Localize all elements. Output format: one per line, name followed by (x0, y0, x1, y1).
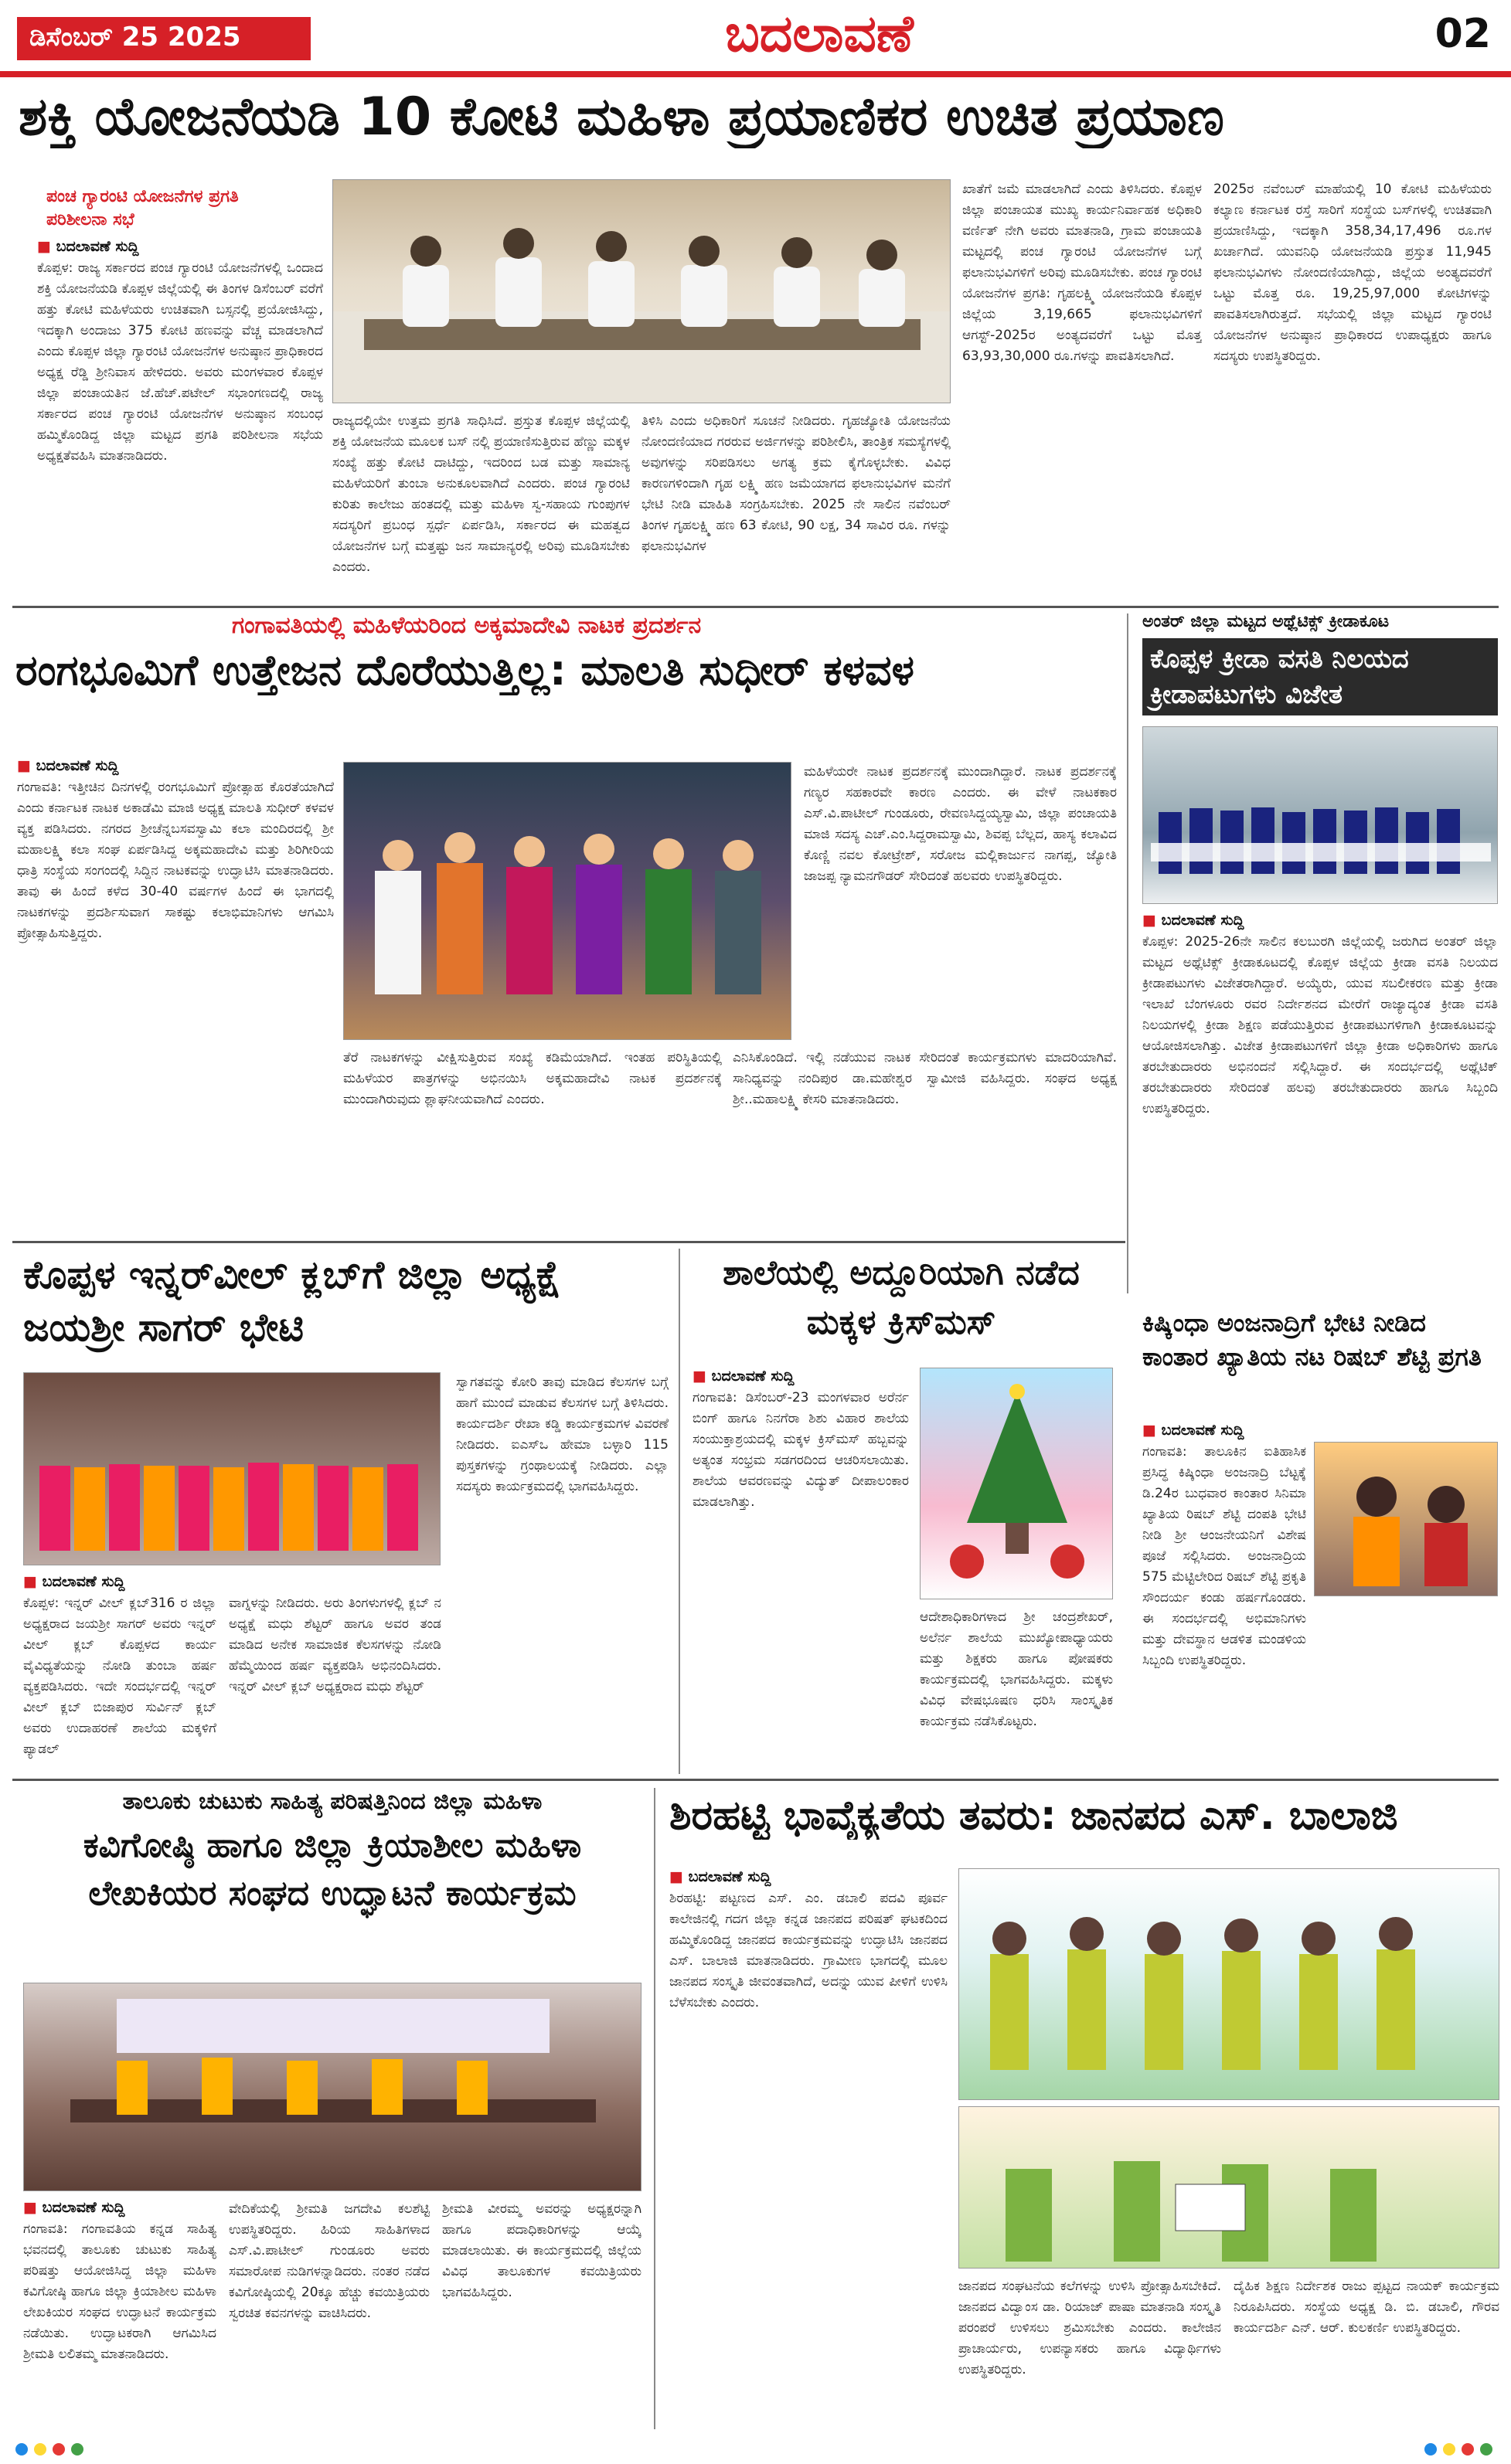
story8-col3: ದೈಹಿಕ ಶಿಕ್ಷಣ ನಿರ್ದೇಶಕ ರಾಜು ಪ್ಪಟ್ಟದ ನಾಯಕ್ ಕಾರ್ಯಕ್ರಮ ನಿರೂಪಿಸಿದರು. ಸಂಸ್ಥೆಯ ಅಧ್ಯಕ್ಷ ಡಿ. ಬಿ. ಡಬಾಲಿ, ಗೌರವ ಕಾರ್ಯದರ್ಶಿ ಎನ್. ಆರ್. ಕುಲಕರ್ಣಿ ಉಪಸ್ಥಿತರಿದ್ದರು. (1234, 2279, 1499, 2336)
story1-meeting-photo (332, 179, 951, 403)
story7-col2: ವೇದಿಕೆಯಲ್ಲಿ ಶ್ರೀಮತಿ ಜಗದೇವಿ ಕಲಶೆಟ್ಟಿ ಉಪಸ್ಥಿತರಿದ್ದರು. ಹಿರಿಯ ಸಾಹಿತಿಗಳಾದ ಎಸ್.ವಿ.ಪಾಟೀಲ್ ಗುಂಡೂರು ಅವರು ಸಮಾರೋಪ ನುಡಿಗಳನ್ನಾಡಿದರು. ನಂತರ ನಡೆದ ಕವಿಗೋಷ್ಠಿಯಲ್ಲಿ 20ಕ್ಕೂ ಹೆಚ್ಚು ಕವಯಿತ್ರಿಯರು ಸ್ವರಚಿತ ಕವನಗಳನ್ನು ವಾಚಿಸಿದರು. (229, 2201, 430, 2321)
story6-headline: ಕಿಷ್ಕಿಂಧಾ ಅಂಜನಾದ್ರಿಗೆ ಭೇಟಿ ನೀಡಿದ ಕಾಂತಾರ ಖ್ಯಾತಿಯ ನಟ ರಿಷಬ್ ಶೆಟ್ಟಿ ಪ್ರಗತಿ (1142, 1308, 1482, 1371)
temple-illustration (1315, 1443, 1498, 1596)
footer-dot (15, 2443, 28, 2456)
story8-byline: ■ ಬದಲಾವಣೆ ಸುದ್ದಿ (669, 1868, 771, 1885)
story3-byline: ■ ಬದಲಾವಣೆ ಸುದ್ದಿ (1142, 912, 1244, 929)
story5-christmas-photo (920, 1368, 1113, 1599)
story5-byline: ■ ಬದಲಾವಣೆ ಸುದ್ದಿ (693, 1368, 795, 1385)
footer-dot (53, 2443, 65, 2456)
story3-headline: ಕೊಪ್ಪಳ ಕ್ರೀಡಾ ವಸತಿ ನಿಲಯದ ಕ್ರೀಡಾಪಟುಗಳು ವಿಜೇತ (1142, 638, 1498, 715)
footer-dot (1443, 2443, 1455, 2456)
folk-group-illustration (959, 1869, 1499, 2100)
story6-actor-photo (1314, 1442, 1498, 1596)
story4-headline: ಕೊಪ್ಪಳ ಇನ್ನರ್‌ವೀಲ್ ಕ್ಲಬ್‌ಗೆ ಜಿಲ್ಲಾ ಅಧ್ಯಕ್ಷೆ ಜಯಶ್ರೀ ಸಾಗರ್ ಭೇಟಿ (23, 1252, 561, 1350)
story1-headline: ಶಕ್ತಿ ಯೋಜನೆಯಡಿ 10 ಕೋಟಿ ಮಹಿಳಾ ಪ್ರಯಾಣಿಕರ ಉಚಿತ ಪ್ರಯಾಣ (19, 87, 1224, 148)
story2-headline: ರಂಗಭೂಮಿಗೆ ಉತ್ತೇಜನ ದೊರೆಯುತ್ತಿಲ್ಲ: ಮಾಲತಿ ಸುಧೀರ್ ಕಳವಳ (15, 646, 914, 695)
story2-kicker: ಗಂಗಾವತಿಯಲ್ಲಿ ಮಹಿಳೆಯರಿಂದ ಅಕ್ಕಮಾದೇವಿ ನಾಟಕ ಪ್ರದರ್ಶನ (232, 612, 702, 639)
story8-group-photo (958, 1868, 1499, 2100)
story7-kicker: ತಾಲೂಕು ಚುಟುಕು ಸಾಹಿತ್ಯ ಪರಿಷತ್ತಿನಿಂದ ಜಿಲ್ಲಾ ಮಹಿಳಾ (122, 1788, 543, 1815)
story8-col2: ಜಾನಪದ ಸಂಘಟನೆಯ ಕಲೆಗಳನ್ನು ಉಳಿಸಿ ಪ್ರೋತ್ಸಾಹಿಸಬೇಕಿದೆ. ಜಾನಪದ ವಿದ್ವಾಂಸ ಡಾ. ರಿಯಾಜ್ ಪಾಷಾ ಮಾತನಾಡಿ ಸಂಸ್ಕೃತಿ ಪರಂಪರೆ ಉಳಿಸಲು ಶ್ರಮಿಸಬೇಕು ಎಂದರು. ಕಾಲೇಜಿನ ಪ್ರಾಚಾರ್ಯರು, ಉಪನ್ಯಾಸಕರು ಹಾಗೂ ವಿದ್ಯಾರ್ಥಿಗಳು ಉಪಸ್ಥಿತರಿದ್ದರು. (958, 2279, 1221, 2377)
story3-athletes-photo (1142, 726, 1498, 904)
issue-date: ಡಿಸೆಂಬರ್ 25 2025 (17, 17, 311, 60)
story5-col1: ಗಂಗಾವತಿ: ಡಿಸೆಂಬರ್-23 ಮಂಗಳವಾರ ಅರೆರ್ನ ಬಿಂಗ್ ಹಾಗೂ ನಿನಗೆರಾ ಶಿಶು ವಿಹಾರ ಶಾಲೆಯ ಸಂಯುಕ್ತಾಶ್ರಯದಲ್ಲಿ ಮಕ್ಕಳ ಕ್ರಿಸ್‌ಮಸ್ ಹಬ್ಬವನ್ನು ಅತ್ಯಂತ ಸಂಭ್ರಮ ಸಡಗರದಿಂದ ಆಚರಿಸಲಾಯಿತು. ಶಾಲೆಯ ಆವರಣವನ್ನು ವಿದ್ಯುತ್ ದೀಪಾಲಂಕಾರ ಮಾಡಲಾಗಿತ್ತು. (693, 1390, 909, 1510)
newspaper-name: ಬದಲಾವಣೆ (725, 3, 914, 63)
footer-dot (1424, 2443, 1437, 2456)
story2-col4: ಎನಿಸಿಕೊಂಡಿದೆ. ಇಲ್ಲಿ ನಡೆಯುವ ನಾಟಕ ಸೇರಿದಂತೆ ಕಾರ್ಯಕ್ರಮಗಳು ಮಾದರಿಯಾಗಿವೆ. ಸಾನಿಧ್ಯವನ್ನು ನಂದಿಪುರ ಡಾ.ಮಹೇಶ್ವರ ಸ್ವಾಮೀಜಿ ವಹಿಸಿದ್ದರು. ಸಂಘದ ಅಧ್ಯಕ್ಷ ಶ್ರೀ..ಮಹಾಲಕ್ಷ್ಮಿ ಕೇಸರಿ ಮಾತನಾಡಿದರು. (733, 1050, 1117, 1107)
story2-col2: ಮಹಿಳೆಯರೇ ನಾಟಕ ಪ್ರದರ್ಶನಕ್ಕೆ ಮುಂದಾಗಿದ್ದಾರೆ. ನಾಟಕ ಪ್ರದರ್ಶನಕ್ಕೆ ಗಣ್ಯರ ಸಹಕಾರವೇ ಕಾರಣ ಎಂದರು. ಈ ವೇಳೆ ನಾಟಕಕಾರ ಎಸ್.ವಿ.ಪಾಟೀಲ್ ಗುಂಡೂರು, ರೇವಣಸಿದ್ದಯ್ಯಸ್ವಾಮಿ, ಜಿಲ್ಲಾ ಪಂಚಾಯತಿ ಮಾಜಿ ಸದಸ್ಯ ಎಚ್.ಎಂ.ಸಿದ್ದರಾಮಸ್ವಾಮಿ, ಶಿವಪ್ಪ ಬೆಲ್ಲದ, ಹಾಸ್ಯ ಕಲಾವಿದ ಕೊಣ್ಣಿ ನವಲ ಕೋಟ್ರೇಶ್, ಸರೋಜ ಮಲ್ಲಿಕಾರ್ಜುನ ನಾಗಪ್ಪ, ಜ್ಯೋತಿ ಜಾಜಪ್ಪ ನ್ಯಾಮನಗೌಡರ್ ಸೇರಿದಂತೆ ಹಲವರು ಉಪಸ್ಥಿತರಿದ್ದರು. (804, 764, 1117, 884)
section-divider-1 (12, 606, 1499, 608)
story4-col2: ವಾಗ್ನಳನ್ನು ನೀಡಿದರು. ಅರು ತಿಂಗಳುಗಳಲ್ಲಿ ಕ್ಲಬ್ ನ ಅಧ್ಯಕ್ಷೆ ಮಧು ಶೆಟ್ಟರ್ ಹಾಗೂ ಅವರ ತಂಡ ಮಾಡಿದ ಅನೇಕ ಸಾಮಾಜಿಕ ಕೆಲಸಗಳನ್ನು ನೋಡಿ ಹೆಮ್ಮೆಯಿಂದ ಹರ್ಷ ವ್ಯಕ್ತಪಡಿಸಿ ಅಭಿನಂದಿಸಿದರು. ಇನ್ನರ್ ವೀಲ್ ಕ್ಲಬ್ ಅಧ್ಯಕ್ಷರಾದ ಮಧು ಶೆಟ್ಟರ್ (229, 1596, 441, 1694)
story3-body: ಕೊಪ್ಪಳ: 2025-26ನೇ ಸಾಲಿನ ಕಲಬುರಗಿ ಜಿಲ್ಲೆಯಲ್ಲಿ ಜರುಗಿದ ಅಂತರ್ ಜಿಲ್ಲಾ ಮಟ್ಟದ ಅಥ್ಲೆಟಿಕ್ಸ್ ಕ್ರೀಡಾಕೂಟದಲ್ಲಿ ಕೊಪ್ಪಳ ಜಿಲ್ಲೆಯ ಕ್ರೀಡಾ ವಸತಿ ನಿಲಯದ ಕ್ರೀಡಾಪಟುಗಳು ವಿಜೇತರಾಗಿದ್ದಾರೆ. ಅಯ್ಯೆರು, ಯುವ ಸಬಲೀಕರಣ ಮತ್ತು ಕ್ರೀಡಾ ಇಲಾಖೆ ಬೆಂಗಳೂರು ರವರ ನಿರ್ದೇಶನದ ಮೇರೆಗೆ ರಾಜ್ಯಾದ್ಯಂತ ಕ್ರೀಡಾ ವಸತಿ ನಿಲಯಗಳಲ್ಲಿ ಕ್ರೀಡಾ ಶಿಕ್ಷಣ ಪಡೆಯುತ್ತಿರುವ ಕ್ರೀಡಾಪಟುಗಳಿಗಾಗಿ ಕ್ರೀಡಾಕೂಟವನ್ನು ಆಯೋಜಿಸಲಾಗಿತ್ತು. ವಿಜೇತ ಕ್ರೀಡಾಪಟುಗಳಿಗೆ ಜಿಲ್ಲಾ ಕ್ರೀಡಾ ಅಧಿಕಾರಿಗಳು ಹಾಗೂ ತರಬೇತುದಾರರು ಅಭಿನಂದನೆ ಸಲ್ಲಿಸಿದ್ದಾರೆ. ಈ ಸಂದರ್ಭದಲ್ಲಿ ಅಥ್ಲೆಟಿಕ್ ತರಬೇತುದಾರರು ಸೇರಿದಂತೆ ಹಲವು ತರಬೇತುದಾರರು ಹಾಗೂ ಸಿಬ್ಬಂದಿ ಉಪಸ್ಥಿತರಿದ್ದರು. (1142, 934, 1498, 1116)
masthead-rule (0, 71, 1511, 77)
section-divider-2 (12, 1241, 1125, 1243)
column-divider-1 (1127, 613, 1128, 1293)
page-number: 02 (1434, 11, 1491, 57)
story6-body: ಗಂಗಾವತಿ: ತಾಲೂಕಿನ ಐತಿಹಾಸಿಕ ಪ್ರಸಿದ್ಧ ಕಿಷ್ಕಿಂಧಾ ಅಂಜನಾದ್ರಿ ಬೆಟ್ಟಕ್ಕೆ ಡಿ.24ರ ಬುಧವಾರ ಕಾಂತಾರ ಸಿನಿಮಾ ಖ್ಯಾತಿಯ ರಿಷಬ್ ಶೆಟ್ಟಿ ದಂಪತಿ ಭೇಟಿ ನೀಡಿ ಶ್ರೀ ಆಂಜನೇಯನಿಗೆ ವಿಶೇಷ ಪೂಜೆ ಸಲ್ಲಿಸಿದರು. ಅಂಜನಾದ್ರಿಯ 575 ಮೆಟ್ಟಿಲೇರಿದ ರಿಷಬ್ ಶೆಟ್ಟಿ ಪ್ರಕೃತಿ ಸೌಂದರ್ಯ ಕಂಡು ಹರ್ಷಗೊಂಡರು. ಈ ಸಂದರ್ಭದಲ್ಲಿ ಅಭಿಮಾನಿಗಳು ಮತ್ತು ದೇವಸ್ಥಾನ ಆಡಳಿತ ಮಂಡಳಿಯ ಸಿಬ್ಬಂದಿ ಉಪಸ್ಥಿತರಿದ್ದರು. (1142, 1444, 1306, 1668)
story1-col3: ತಿಳಿಸಿ ಎಂದು ಅಧಿಕಾರಿಗೆ ಸೂಚನೆ ನೀಡಿದರು. ಗೃಹಜ್ಯೋತಿ ಯೋಜನೆಯ ನೋಂದಣಿಯಾದ ಗರರುವ ಅರ್ಜಿಗಳನ್ನು ಪರಿಶೀಲಿಸಿ, ತಾಂತ್ರಿಕ ಸಮಸ್ಯೆಗಳಲ್ಲಿ ಅವುಗಳನ್ನು ಸರಿಪಡಿಸಲು ಅಗತ್ಯ ಕ್ರಮ ಕೈಗೊಳ್ಳಬೇಕು. ವಿವಿಧ ಕಾರಣಗಳಿಂದಾಗಿ ಗೃಹ ಲಕ್ಷ್ಮಿ ಹಣ ಜಮೆಯಾಗದ ಫಲಾನುಭವಿಗಳ ಮನೆಗೆ ಭೇಟಿ ನೀಡಿ ಮಾಹಿತಿ ಸಂಗ್ರಹಿಸಬೇಕು. 2025 ನೇ ಸಾಲಿನ ನವೆಂಬರ್ ತಿಂಗಳ ಗೃಹಲಕ್ಷ್ಮಿ ಹಣ 63 ಕೋಟಿ, 90 ಲಕ್ಷ, 34 ಸಾವಿರ ರೂ. ಗಳನ್ನು ಫಲಾನುಭವಿಗಳ (641, 413, 951, 554)
meeting-illustration (333, 180, 951, 403)
literary-stage-illustration (24, 1983, 641, 2191)
story8-award-photo (958, 2106, 1499, 2269)
story6-byline: ■ ಬದಲಾವಣೆ ಸುದ್ದಿ (1142, 1422, 1244, 1439)
footer-dot (1480, 2443, 1492, 2456)
story7-stage-photo (23, 1983, 641, 2191)
story7-col1: ಗಂಗಾವತಿ: ಗಂಗಾವತಿಯ ಕನ್ನಡ ಸಾಹಿತ್ಯ ಭವನದಲ್ಲಿ ತಾಲೂಕು ಚುಟುಕು ಸಾಹಿತ್ಯ ಪರಿಷತ್ತು ಆಯೋಜಿಸಿದ್ದ ಜಿಲ್ಲಾ ಮಹಿಳಾ ಕವಿಗೋಷ್ಠಿ ಹಾಗೂ ಜಿಲ್ಲಾ ಕ್ರಿಯಾಶೀಲ ಮಹಿಳಾ ಲೇಖಕಿಯರ ಸಂಘದ ಉದ್ಘಾಟನೆ ಕಾರ್ಯಕ್ರಮ ನಡೆಯಿತು. ಉದ್ಘಾಟಕರಾಗಿ ಆಗಮಿಸಿದ ಶ್ರೀಮತಿ ಲಲಿತಮ್ಮ ಮಾತನಾಡಿದರು. (23, 2221, 216, 2362)
story1-col5: 2025ರ ನವೆಂಬರ್ ಮಾಹೆಯಲ್ಲಿ 10 ಕೋಟಿ ಮಹಿಳೆಯರು ಕಲ್ಯಾಣ ಕರ್ನಾಟಕ ರಸ್ತೆ ಸಾರಿಗೆ ಸಂಸ್ಥೆಯ ಬಸ್‌ಗಳಲ್ಲಿ ಉಚಿತವಾಗಿ ಪ್ರಯಾಣಿಸಿದ್ದು, ಇದಕ್ಕಾಗಿ 358,34,17,496 ರೂ.ಗಳ ಖರ್ಚಾಗಿದೆ. ಯುವನಿಧಿ ಯೋಜನೆಯಡಿ ಪ್ರಸ್ತುತ 11,945 ಫಲಾನುಭವಿಗಳು ನೋಂದಣಿಯಾಗಿದ್ದು, ಜಿಲ್ಲೆಯ ಅಂತ್ಯದವರೆಗೆ ಒಟ್ಟು ಮೊತ್ತ ರೂ. 19,25,97,000 ಕೋಟಿಗಳನ್ನು ಪಾವತಿಸಲಾಗಿರುತ್ತದೆ. ಸಭೆಯಲ್ಲಿ ಜಿಲ್ಲಾ ಮಟ್ಟದ ಗ್ಯಾರಂಟಿ ಯೋಜನೆಗಳ ಅನುಷ್ಠಾನ ಪ್ರಾಧಿಕಾರದ ಉಪಾಧ್ಯಕ್ಷರು ಹಾಗೂ ಸದಸ್ಯರು ಉಪಸ್ಥಿತರಿದ್ದರು. (1213, 182, 1492, 364)
christmas-illustration (921, 1368, 1113, 1599)
masthead (0, 0, 1511, 74)
footer-color-bar (0, 2434, 1511, 2464)
story2-byline: ■ ಬದಲಾವಣೆ ಸುದ್ದಿ (17, 757, 119, 774)
column-divider-2 (679, 1249, 680, 1774)
story7-headline: ಕವಿಗೋಷ್ಠಿ ಹಾಗೂ ಜಿಲ್ಲಾ ಕ್ರಿಯಾಶೀಲ ಮಹಿಳಾ ಲೇಖಕಿಯರ ಸಂಘದ ಉದ್ಘಾಟನೆ ಕಾರ್ಯಕ್ರಮ (83, 1826, 582, 1913)
athletes-illustration (1143, 727, 1498, 904)
story8-headline: ಶಿರಹಟ್ಟಿ ಭಾವೈಕ್ಯತೆಯ ತವರು: ಜಾನಪದ ಎಸ್. ಬಾಲಾಜಿ (669, 1793, 1398, 1839)
column-divider-3 (654, 1788, 655, 2429)
story5-headline: ಶಾಲೆಯಲ್ಲಿ ಅದ್ದೂರಿಯಾಗಿ ನಡೆದ ಮಕ್ಕಳ ಕ್ರಿಸ್‌ಮಸ್ (723, 1253, 1080, 1342)
story4-group-photo (23, 1372, 441, 1565)
story2-stage-photo (343, 762, 791, 1040)
story7-byline: ■ ಬದಲಾವಣೆ ಸುದ್ದಿ (23, 2199, 125, 2216)
story4-byline: ■ ಬದಲಾವಣೆ ಸುದ್ದಿ (23, 1573, 125, 1590)
footer-dot (34, 2443, 46, 2456)
story4-col1: ಕೊಪ್ಪಳ: ಇನ್ನರ್ ವೀಲ್ ಕ್ಲಬ್316 ರ ಜಿಲ್ಲಾ ಅಧ್ಯಕ್ಷರಾದ ಜಯಶ್ರೀ ಸಾಗರ್ ಅವರು ಇನ್ನರ್ ವೀಲ್ ಕ್ಲಬ್ ಕೊಪ್ಪಳದ ಕಾರ್ಯ ವೈವಿಧ್ಯತೆಯನ್ನು ನೋಡಿ ತುಂಬಾ ಹರ್ಷ ವ್ಯಕ್ತಪಡಿಸಿದರು. ಇದೇ ಸಂದರ್ಭದಲ್ಲಿ ಇನ್ನರ್ ವೀಲ್ ಕ್ಲಬ್ ಬಿಜಾಪುರ ಸುರ್ವಿನ್ ಕ್ಲಬ್ ಅವರು ಉದಾಹರಣೆ ಶಾಲೆಯ ಮಕ್ಕಳಿಗೆ ಪ್ಯಾಡಲ್ (23, 1596, 216, 1757)
story2-col1: ಗಂಗಾವತಿ: ಇತ್ತೀಚಿನ ದಿನಗಳಲ್ಲಿ ರಂಗಭೂಮಿಗೆ ಪ್ರೋತ್ಸಾಹ ಕೊರತೆಯಾಗಿದೆ ಎಂದು ಕರ್ನಾಟಕ ನಾಟಕ ಅಕಾಡೆಮಿ ಮಾಜಿ ಅಧ್ಯಕ್ಷ ಮಾಲತಿ ಸುಧೀರ್ ಕಳವಳ ವ್ಯಕ್ತ ಪಡಿಸಿದರು. ನಗರದ ಶ್ರೀಚೆನ್ನಬಸವಸ್ವಾಮಿ ಕಲಾ ಮಂದಿರದಲ್ಲಿ ಶ್ರೀ ಮಹಾಲಕ್ಷ್ಮಿ ಕಲಾ ಸಂಘ ಏರ್ಪಡಿಸಿದ್ದ ಅಕ್ಕಮಹಾದೇವಿ ಮತ್ತು ಶಿರಿಗೀರಿಯ ಧಾತ್ರಿ ಸಂಸ್ಥೆಯ ಸಂಗಂದಲ್ಲಿ ಸಿದ್ದಿನ ನಾಟಕವನ್ನು ಉದ್ಘಾಟಿಸಿ ಮಾತನಾಡಿದರು. ತಾವು ಈ ಹಿಂದೆ ಕಳೆದ 30-40 ವರ್ಷಗಳ ಹಿಂದೆ ಈ ಭಾಗದಲ್ಲಿ ನಾಟಕಗಳನ್ನು ಪ್ರದರ್ಶಿಸುವಾಗ ಸಾಕಷ್ಟು ಕಲಾಭಿಮಾನಿಗಳು ಆಗಮಿಸಿ ಪ್ರೋತ್ಸಾಹಿಸುತ್ತಿದ್ದರು. (17, 780, 334, 941)
story1-subhead: ಪಂಚ ಗ್ಯಾರಂಟಿ ಯೋಜನೆಗಳ ಪ್ರಗತಿ ಪರಿಶೀಲನಾ ಸಭೆ (46, 187, 239, 229)
footer-dot (71, 2443, 83, 2456)
story8-col1: ಶಿರಹಟ್ಟಿ: ಪಟ್ಟಣದ ಎಸ್. ಎಂ. ಡಬಾಲಿ ಪದವಿ ಪೂರ್ವ ಕಾಲೇಜಿನಲ್ಲಿ ಗದಗ ಜಿಲ್ಲಾ ಕನ್ನಡ ಜಾನಪದ ಪರಿಷತ್ ಘಟಕದಿಂದ ಹಮ್ಮಿಕೊಂಡಿದ್ದ ಜಾನಪದ ಕಾರ್ಯಕ್ರಮವನ್ನು ಉದ್ಘಾಟಿಸಿ ಜಾನಪದ ಎಸ್. ಬಾಲಾಜಿ ಮಾತನಾಡಿದರು. ಗ್ರಾಮೀಣ ಭಾಗದಲ್ಲಿ ಮೂಲ ಜಾನಪದ ಸಂಸ್ಕೃತಿ ಜೀವಂತವಾಗಿದೆ, ಅದನ್ನು ಯುವ ಪೀಳಿಗೆ ಉಳಿಸಿ ಬೆಳೆಸಬೇಕು ಎಂದರು. (669, 1891, 948, 2010)
story1-col2: ರಾಜ್ಯದಲ್ಲಿಯೇ ಉತ್ತಮ ಪ್ರಗತಿ ಸಾಧಿಸಿದೆ. ಪ್ರಸ್ತುತ ಕೊಪ್ಪಳ ಜಿಲ್ಲೆಯಲ್ಲಿ ಶಕ್ತಿ ಯೋಜನೆಯ ಮೂಲಕ ಬಸ್ ನಲ್ಲಿ ಪ್ರಯಾಣಿಸುತ್ತಿರುವ ಹೆಣ್ಣು ಮಕ್ಕಳ ಸಂಖ್ಯೆ ಹತ್ತು ಕೋಟಿ ದಾಟಿದ್ದು, ಇದರಿಂದ ಬಡ ಮತ್ತು ಸಾಮಾನ್ಯ ಮಹಿಳೆಯರಿಗೆ ತುಂಬಾ ಅನುಕೂಲವಾಗಿದೆ ಎಂದರು. ಪಂಚ ಗ್ಯಾರಂಟಿ ಕುರಿತು ಕಾಲೇಜು ಹಂತದಲ್ಲಿ ಮತ್ತು ಮಹಿಳಾ ಸ್ವ-ಸಹಾಯ ಗುಂಪುಗಳ ಸದಸ್ಯರಿಗೆ ಪ್ರಬಂಧ ಸ್ಪರ್ಧೆ ಏರ್ಪಡಿಸಿ, ಸರ್ಕಾರದ ಈ ಮಹತ್ವದ ಯೋಜನೆಗಳ ಬಗ್ಗೆ ಮತ್ತಷ್ಟು ಜನ ಸಾಮಾನ್ಯರಲ್ಲಿ ಅರಿವು ಮೂಡಿಸಬೇಕು ಎಂದರು. (332, 413, 630, 575)
story4-col3: ಸ್ವಾಗತವನ್ನು ಕೋರಿ ತಾವು ಮಾಡಿದ ಕೆಲಸಗಳ ಬಗ್ಗೆ ಹಾಗೆ ಮುಂದೆ ಮಾಡುವ ಕೆಲಸಗಳ ಬಗ್ಗೆ ತಿಳಿಸಿದರು. ಕಾರ್ಯದರ್ಶಿ ರೇಖಾ ಕಡ್ಡಿ ಕಾರ್ಯಕ್ರಮಗಳ ವಿವರಣೆ ನೀಡಿದರು. ಐಎಸ್‌ಒ ಹೇಮಾ ಬಳ್ಳಾರಿ 115 ಪುಸ್ತಕಗಳನ್ನು ಗ್ರಂಥಾಲಯಕ್ಕೆ ನೀಡಿದರು. ಎಲ್ಲಾ ಸದಸ್ಯರು ಕಾರ್ಯಕ್ರಮದಲ್ಲಿ ಭಾಗವಹಿಸಿದ್ದರು. (456, 1375, 669, 1494)
footer-dot (1462, 2443, 1474, 2456)
stage-illustration (344, 763, 791, 1040)
story2-col3: ತೆರೆ ನಾಟಕಗಳನ್ನು ವೀಕ್ಷಿಸುತ್ತಿರುವ ಸಂಖ್ಯೆ ಕಡಿಮೆಯಾಗಿದೆ. ಇಂತಹ ಪರಿಸ್ಥಿತಿಯಲ್ಲಿ ಮಹಿಳೆಯರ ಪಾತ್ರಗಳನ್ನು ಅಭಿನಯಿಸಿ ಅಕ್ಕಮಹಾದೇವಿ ನಾಟಕ ಪ್ರದರ್ಶನಕ್ಕೆ ಮುಂದಾಗಿರುವುದು ಶ್ಲಾಘನೀಯವಾಗಿದೆ ಎಂದರು. (343, 1050, 722, 1107)
section-divider-3 (12, 1779, 1499, 1781)
story1-byline: ■ ಬದಲಾವಣೆ ಸುದ್ದಿ (37, 238, 139, 255)
story7-col3: ಶ್ರೀಮತಿ ವೀರಮ್ಮ ಅವರನ್ನು ಅಧ್ಯಕ್ಷರನ್ನಾಗಿ ಹಾಗೂ ಪದಾಧಿಕಾರಿಗಳನ್ನು ಆಯ್ಕೆ ಮಾಡಲಾಯಿತು. ಈ ಕಾರ್ಯಕ್ರಮದಲ್ಲಿ ಜಿಲ್ಲೆಯ ವಿವಿಧ ತಾಲೂಕುಗಳ ಕವಯಿತ್ರಿಯರು ಭಾಗವಹಿಸಿದ್ದರು. (442, 2201, 641, 2300)
story5-col2: ಆದೇಶಾಧಿಕಾರಿಗಳಾದ ಶ್ರೀ ಚಂದ್ರಶೇಖರ್, ಅಲೆರ್ನ ಶಾಲೆಯ ಮುಖ್ಯೋಪಾಧ್ಯಾಯರು ಮತ್ತು ಶಿಕ್ಷಕರು ಹಾಗೂ ಪೋಷಕರು ಕಾರ್ಯಕ್ರಮದಲ್ಲಿ ಭಾಗವಹಿಸಿದ್ದರು. ಮಕ್ಕಳು ವಿವಿಧ ವೇಷಭೂಷಣ ಧರಿಸಿ ಸಾಂಸ್ಕೃತಿಕ ಕಾರ್ಯಕ್ರಮ ನಡೆಸಿಕೊಟ್ಟರು. (920, 1609, 1113, 1729)
group-illustration (24, 1373, 441, 1565)
award-illustration (959, 2107, 1499, 2269)
story1-col1: ಕೊಪ್ಪಳ: ರಾಜ್ಯ ಸರ್ಕಾರದ ಪಂಚ ಗ್ಯಾರಂಟಿ ಯೋಜನೆಗಳಲ್ಲಿ ಒಂದಾದ ಶಕ್ತಿ ಯೋಜನೆಯಡಿ ಕೊಪ್ಪಳ ಜಿಲ್ಲೆಯಲ್ಲಿ ಈ ತಿಂಗಳ ಡಿಸೆಂಬರ್ ವರೆಗೆ ಹತ್ತು ಕೋಟಿ ಮಹಿಳೆಯರು ಉಚಿತವಾಗಿ ಬಸ್ಸನಲ್ಲಿ ಪ್ರಯೋಜಿಸಿದ್ದು, ಇದಕ್ಕಾಗಿ ಅಂದಾಜು 375 ಕೋಟಿ ಹಣವನ್ನು ವೆಚ್ಚ ಮಾಡಲಾಗಿದೆ ಎಂದು ಕೊಪ್ಪಳ ಜಿಲ್ಲಾ ಗ್ಯಾರಂಟಿ ಯೋಜನೆಗಳ ಅನುಷ್ಠಾನ ಪ್ರಾಧಿಕಾರದ ಅಧ್ಯಕ್ಷ ರೆಡ್ಡಿ ಶ್ರೀನಿವಾಸ ಹೇಳಿದರು. ಅವರು ಮಂಗಳವಾರ ಕೊಪ್ಪಳ ಜಿಲ್ಲಾ ಪಂಚಾಯತಿನ ಜೆ.ಹೆಚ್.ಪಟೇಲ್ ಸಭಾಂಗಣದಲ್ಲಿ ರಾಜ್ಯ ಸರ್ಕಾರದ ಪಂಚ ಗ್ಯಾರಂಟಿ ಯೋಜನೆಗಳ ಅನುಷ್ಠಾನ ಸಂಬಂಧ ಹಮ್ಮಿಕೊಂಡಿದ್ದ ಜಿಲ್ಲಾ ಮಟ್ಟದ ಪ್ರಗತಿ ಪರಿಶೀಲನಾ ಸಭೆಯ ಅಧ್ಯಕ್ಷತೆವಹಿಸಿ ಮಾತನಾಡಿದರು. (37, 260, 323, 464)
story1-col4: ಖಾತೆಗೆ ಜಮೆ ಮಾಡಲಾಗಿದೆ ಎಂದು ತಿಳಿಸಿದರು. ಕೊಪ್ಪಳ ಜಿಲ್ಲಾ ಪಂಚಾಯತ ಮುಖ್ಯ ಕಾರ್ಯನಿರ್ವಾಹಕ ಅಧಿಕಾರಿ ವರ್ಣಿತ್ ನೇಗಿ ಅವರು ಮಾತನಾಡಿ, ಗ್ರಾಮ ಪಂಚಾಯತಿ ಮಟ್ಟದಲ್ಲಿ ಪಂಚ ಗ್ಯಾರಂಟಿ ಯೋಜನೆಗಳ ಬಗ್ಗೆ ಫಲಾನುಭವಿಗಳಿಗೆ ಅರಿವು ಮೂಡಿಸಬೇಕು. ಪಂಚ ಗ್ಯಾರಂಟಿ ಯೋಜನೆಗಳ ಪ್ರಗತಿ: ಗೃಹಲಕ್ಷ್ಮಿ ಯೋಜನೆಯಡಿ ಕೊಪ್ಪಳ ಜಿಲ್ಲೆಯ 3,19,665 ಫಲಾನುಭವಿಗಳಿಗೆ ಆಗಸ್ಟ್-2025ರ ಅಂತ್ಯದವರೆಗೆ ಒಟ್ಟು ಮೊತ್ತ 63,93,30,000 ರೂ.ಗಳನ್ನು ಪಾವತಿಸಲಾಗಿದೆ. (962, 182, 1202, 364)
story3-kicker: ಅಂತರ್ ಜಿಲ್ಲಾ ಮಟ್ಟದ ಅಥ್ಲೆಟಿಕ್ಸ್ ಕ್ರೀಡಾಕೂಟ (1142, 612, 1390, 631)
